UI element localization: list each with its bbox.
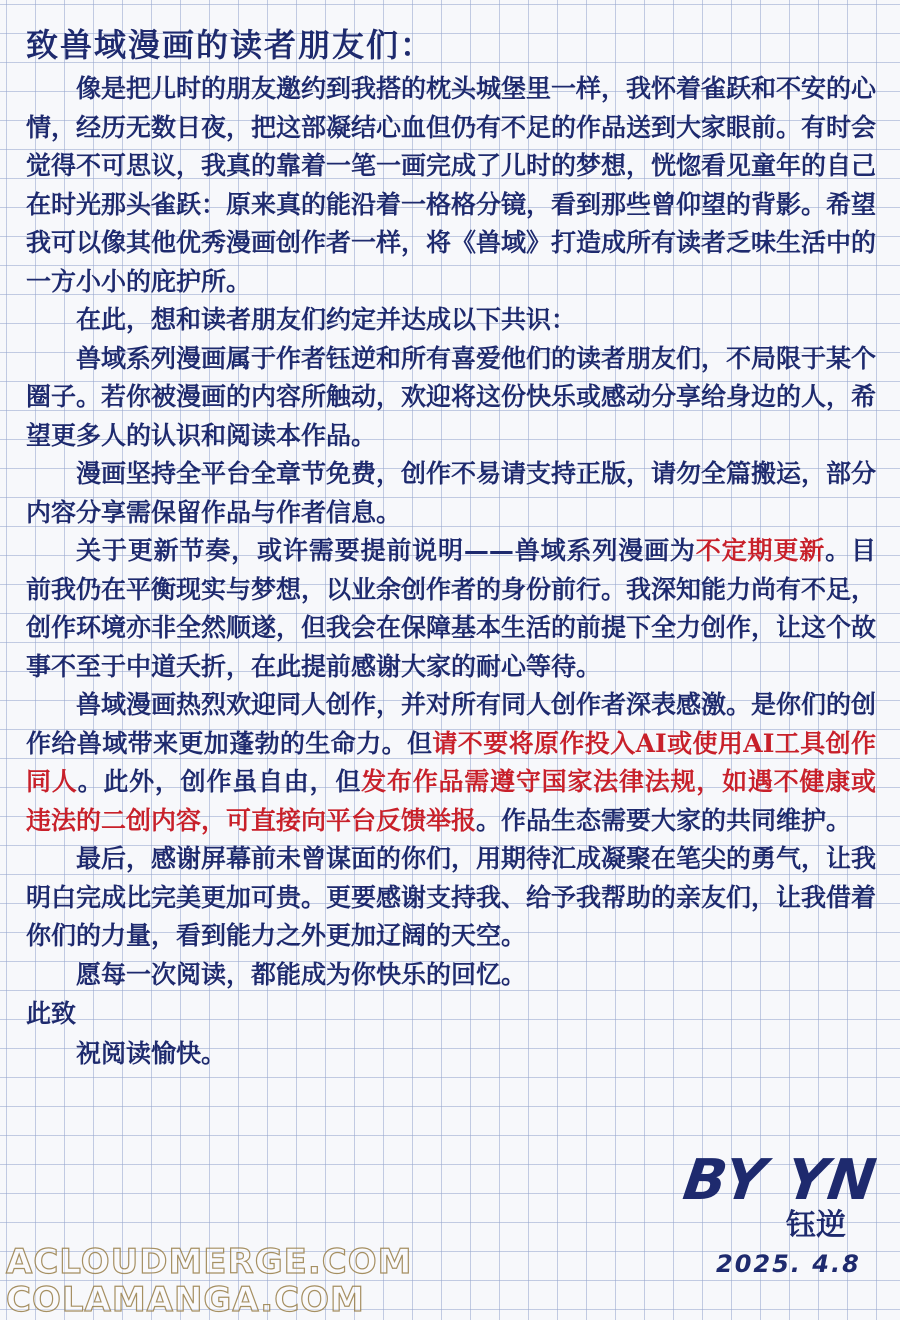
paragraph-intro <box>26 70 876 301</box>
paragraph-text: 。目前我仍在平衡现实与梦想，以业余创作者的身份前行。我深知能力尚有不足，创作环境亦非全然顺遂，但我会在保障基本生活的前提下全力创作，让这个故事不至于中道夭折，在此提前感谢大家的耐心等待。 <box>26 536 877 681</box>
letter-body <box>26 22 876 1074</box>
closing-salutation: 此致 <box>26 999 77 1028</box>
watermark-colamanga: COLAMANGA.COM <box>6 1280 365 1320</box>
paragraph-fan-creation <box>26 686 876 840</box>
paragraph-text: 愿每一次阅读，都能成为你快乐的回忆。 <box>76 959 527 989</box>
paragraph-text: 漫画坚持全平台全章节免费，创作不易请支持正版，请勿全篇搬运，部分内容分享需保留作品与作者信息。 <box>26 459 877 527</box>
paragraph-text: 在此，想和读者朋友们约定并达成以下共识： <box>76 305 577 334</box>
highlight-no-ai: 请不要将原作投入AI或使用AI工具创作同人 <box>26 728 876 796</box>
watermark-acloudmerge: ACLOUDMERGE.COM <box>6 1242 413 1282</box>
paragraph-ownership <box>26 340 876 456</box>
paragraph-thanks <box>26 840 876 956</box>
paragraph-text: 关于更新节奏，或许需要提前说明——兽域系列漫画为 <box>76 536 696 565</box>
paragraph-text: 最后，感谢屏幕前未曾谋面的你们，用期待汇成凝聚在笔尖的勇气，让我明白完成比完美更加可贵。更要感谢支持我、给予我帮助的亲友们，让我借着你们的力量，看到能力之外更加辽阔的天空。 <box>26 844 877 950</box>
paragraph-text: 像是把儿时的朋友邀约到我搭的枕头城堡里一样，我怀着雀跃和不安的心情，经历无数日夜，把这部凝结心血但仍有不足的作品送到大家眼前。有时会觉得不可思议，我真的靠着一笔一画完成了儿时的梦想，恍惚看见童年的自己在时光那头雀跃：原来真的能沿着一格格分镜，看到那些曾仰望的背影。希望我可以像其他优秀漫画创作者一样，将《兽域》打造成所有读者乏味生活中的一方小小的庇护所。 <box>26 74 877 296</box>
highlight-irregular-updates: 不定期更新 <box>695 536 826 565</box>
paragraph-update-schedule <box>26 532 876 686</box>
paragraph-free-policy <box>26 455 876 532</box>
paragraph-text: 兽域系列漫画属于作者钰逆和所有喜爱他们的读者朋友们，不局限于某个圈子。若你被漫画的内容所触动，欢迎将这份快乐或感动分享给身边的人，希望更多人的认识和阅读本作品。 <box>26 343 877 450</box>
signature-name-en: BY YN <box>679 1148 881 1213</box>
paragraph-text: 。作品生态需要大家的共同维护。 <box>476 805 852 835</box>
signature <box>679 1148 892 1243</box>
paragraph-agreement-lead <box>26 301 876 340</box>
paragraph-text: 兽域漫画热烈欢迎同人创作，并对所有同人创作者深表感激。是你们的创作给兽域带来更加蓬勃的生命力。但 <box>26 690 877 758</box>
closing-wish: 祝阅读愉快。 <box>76 1039 227 1068</box>
signature-date: 2025. 4.8 <box>716 1250 861 1278</box>
paragraph-wish <box>26 956 876 995</box>
paragraph-text: 。此外，创作虽自由，但 <box>77 767 362 796</box>
letter-title: 致兽域漫画的读者朋友们： <box>26 26 435 64</box>
signature-name-cn: 钰逆 <box>786 1208 846 1243</box>
highlight-law-compliance: 发布作品需遵守国家法律法规，如遇不健康或违法的二创内容，可直接向平台反馈举报 <box>26 767 876 835</box>
